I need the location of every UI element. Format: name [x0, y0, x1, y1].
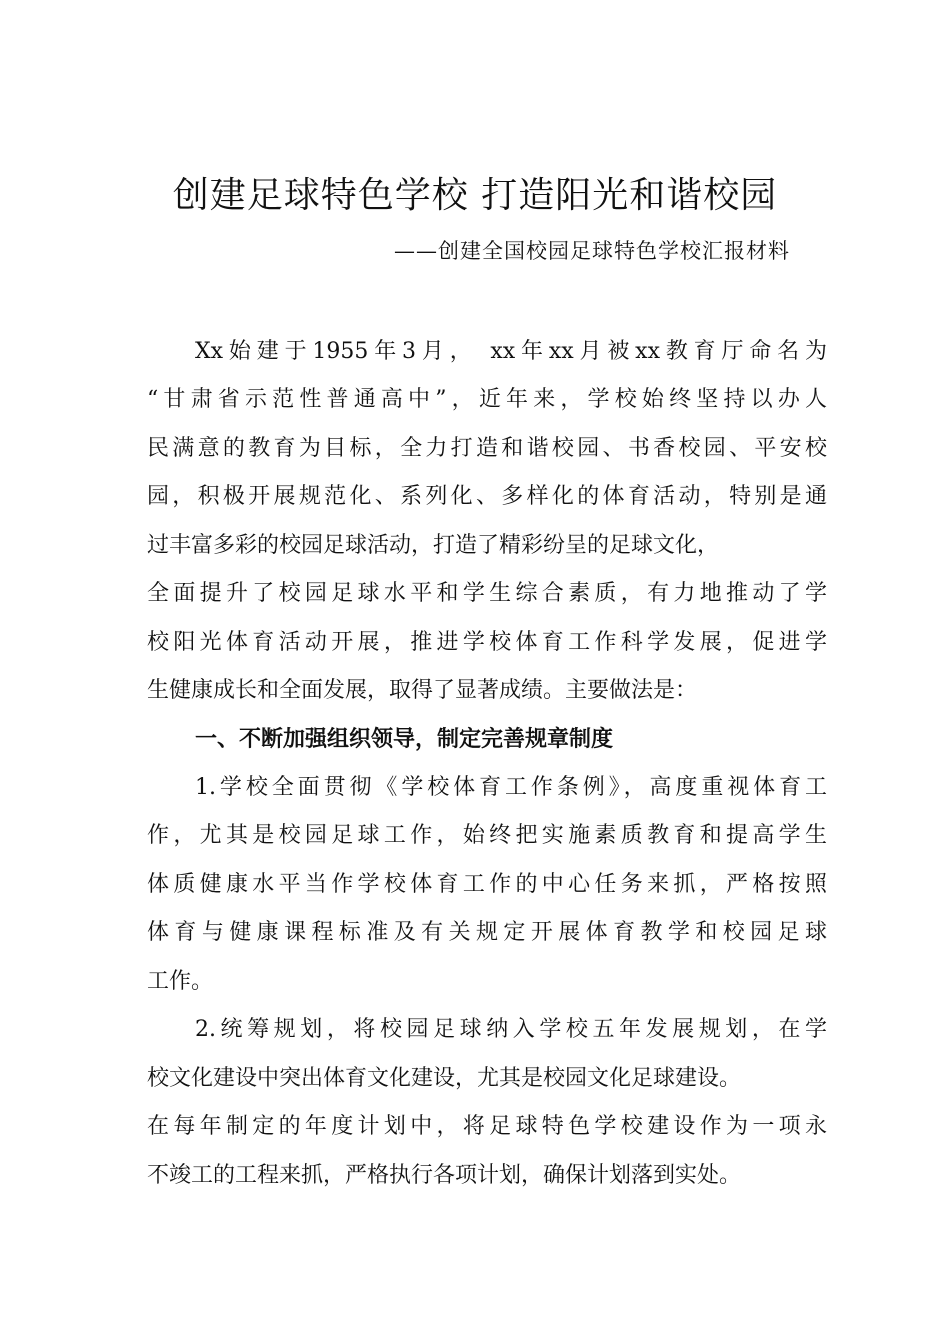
paragraph-line: 1.学校全面贯彻《学校体育工作条例》，高度重视体育工: [195, 775, 827, 800]
paragraph-line: Xx始建于1955年3月， xx年xx月被xx教育厅命名为: [195, 339, 827, 364]
paragraph-line: 过丰富多彩的校园足球活动，打造了精彩纷呈的足球文化，: [147, 533, 720, 558]
document-subtitle: ——创建全国校园足球特色学校汇报材料: [394, 239, 790, 263]
paragraph-line: 2.统筹规划，将校园足球纳入学校五年发展规划，在学: [195, 1017, 827, 1042]
paragraph-line: 校阳光体育活动开展，推进学校体育工作科学发展，促进学: [147, 630, 827, 655]
paragraph-line: 在每年制定的年度计划中，将足球特色学校建设作为一项永: [147, 1114, 827, 1139]
paragraph-line: “甘肃省示范性普通高中”，近年来，学校始终坚持以办人: [147, 387, 827, 412]
paragraph-line: 园，积极开展规范化、系列化、多样化的体育活动，特别是通: [147, 484, 827, 509]
paragraph-line: 体质健康水平当作学校体育工作的中心任务来抓，严格按照: [147, 872, 827, 897]
paragraph-line: 民满意的教育为目标，全力打造和谐校园、书香校园、平安校: [147, 436, 827, 461]
paragraph-line: 工作。: [147, 969, 214, 994]
paragraph-line: 全面提升了校园足球水平和学生综合素质，有力地推动了学: [147, 581, 827, 606]
paragraph-line: 不竣工的工程来抓，严格执行各项计划，确保计划落到实处。: [147, 1163, 742, 1188]
paragraph-line: 校文化建设中突出体育文化建设，尤其是校园文化足球建设。: [147, 1066, 742, 1091]
paragraph-line: 体育与健康课程标准及有关规定开展体育教学和校园足球: [147, 920, 827, 945]
paragraph-line: 生健康成长和全面发展，取得了显著成绩。主要做法是：: [147, 678, 698, 703]
paragraph-line: 作，尤其是校园足球工作，始终把实施素质教育和提高学生: [147, 823, 827, 848]
section-heading: 一、不断加强组织领导，制定完善规章制度: [195, 727, 614, 752]
document-title: 创建足球特色学校 打造阳光和谐校园: [172, 175, 778, 216]
